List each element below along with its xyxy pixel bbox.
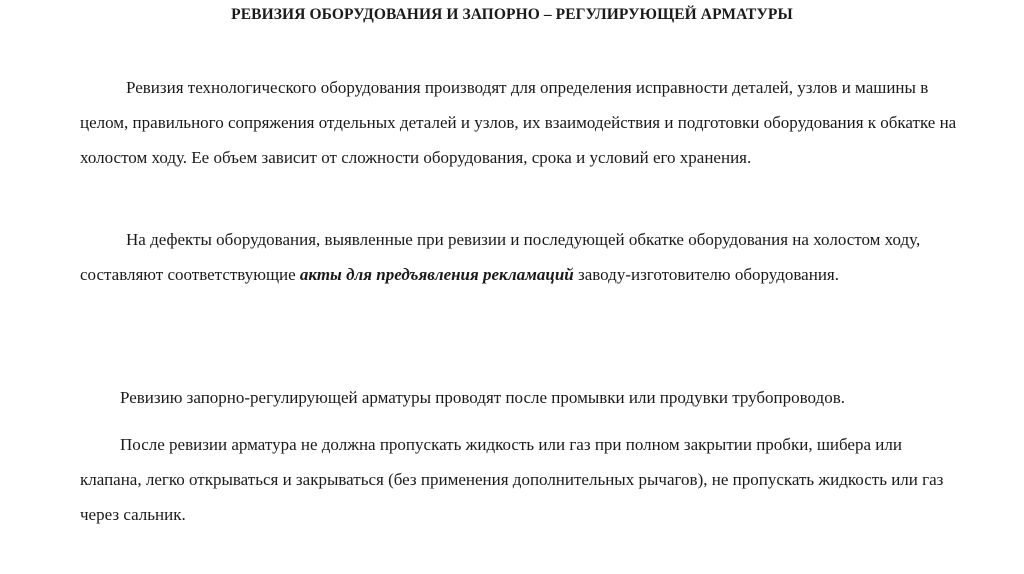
paragraph-defects-text-end: заводу-изготовителю оборудования.: [573, 265, 839, 284]
emphasis-claims-acts: акты для предъявления рекламаций: [299, 265, 574, 284]
paragraph-equipment-revision: Ревизия технологического оборудования производят для определения исправности деталей, узлов и машины в целом, правильного сопряжения отдельных деталей и узлов, их взаимодействия и подготовки оборудования к обкатке на холостом ходу. Ее объем зависит от сложности оборудования, срока и условий его хранения.: [80, 78, 957, 167]
paragraph-defects-text-start: На дефекты оборудования, выявленные при ревизии и последующей обкатке оборудования на холостом ходу, составляют соответствующие: [80, 230, 921, 284]
paragraph-valve-revision: Ревизию запорно-регулирующей арматуры проводят после промывки или продувки трубопроводов.: [120, 388, 845, 407]
paragraph-defects: [80, 222, 960, 292]
document-title: РЕВИЗИЯ ОБОРУДОВАНИЯ И ЗАПОРНО – РЕГУЛИРУЮЩЕЙ АРМАТУРЫ: [231, 6, 793, 23]
paragraph-valve-requirements: После ревизии арматура не должна пропускать жидкость или газ при полном закрытии пробки, шибера или клапана, легко открываться и закрываться (без применения дополнительных рычагов), не пропускать жидкость или газ через сальник.: [80, 435, 944, 524]
